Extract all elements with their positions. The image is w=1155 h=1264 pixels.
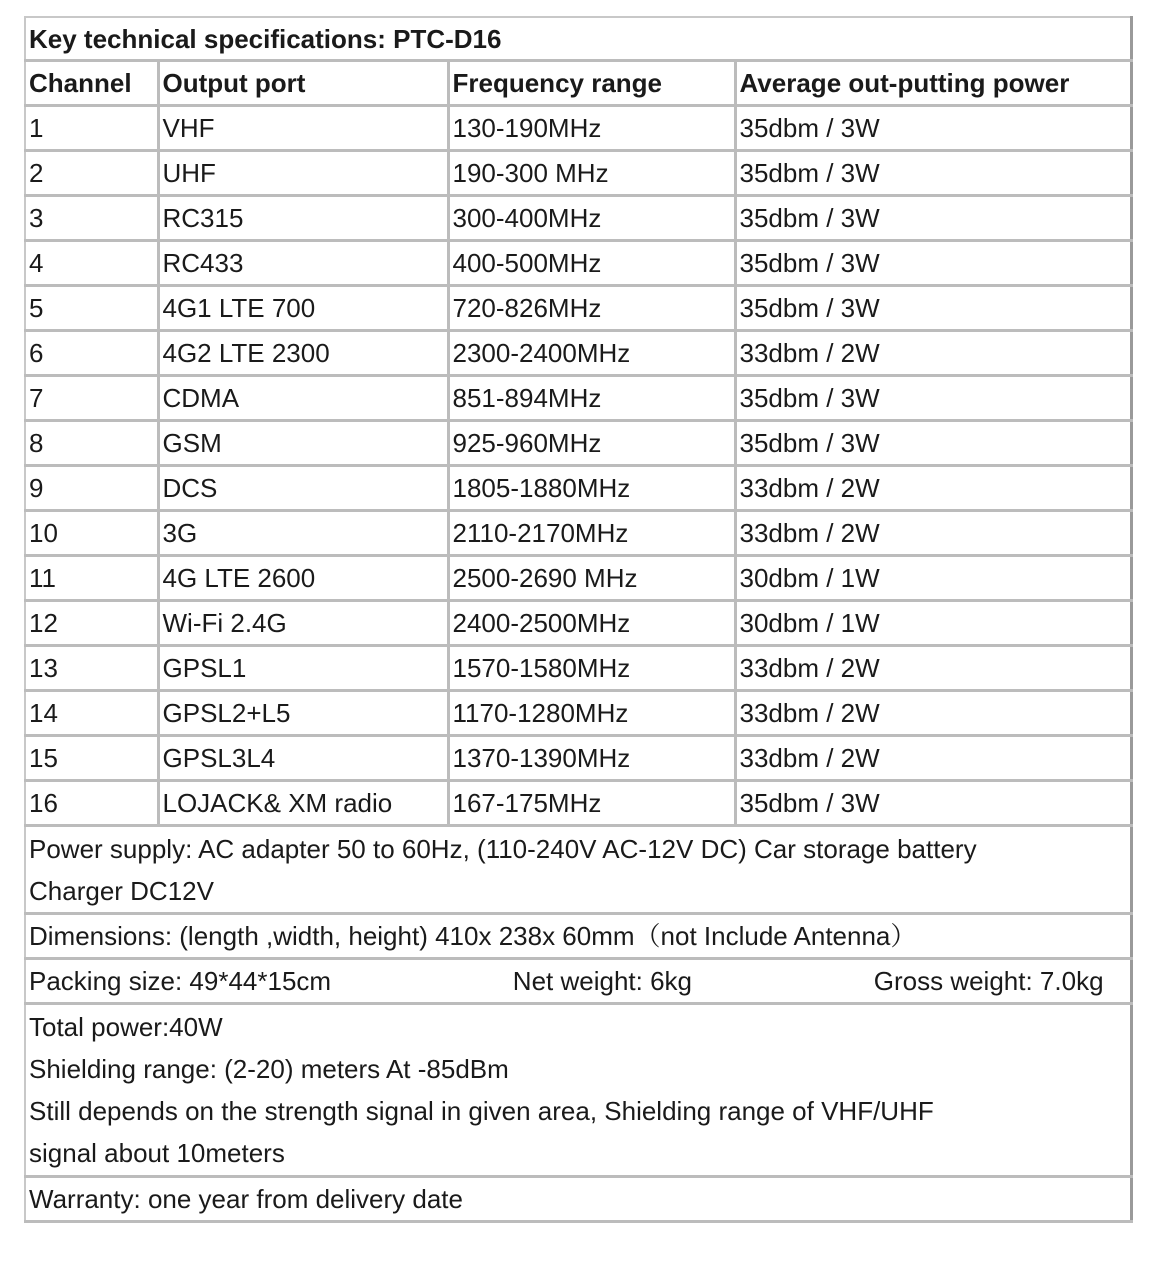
cell-output-port: GPSL1 (158, 646, 448, 691)
spec-table (24, 16, 1133, 1223)
cell-frequency-range: 167-175MHz (448, 781, 735, 826)
cell-output-port: Wi-Fi 2.4G (158, 601, 448, 646)
table-row (25, 736, 1131, 781)
table-row (25, 691, 1131, 736)
cell-average-power: 33dbm / 2W (735, 466, 1131, 511)
cell-frequency-range: 720-826MHz (448, 286, 735, 331)
table-row (25, 196, 1131, 241)
total-power: Total power:40W (29, 1012, 223, 1042)
table-row (25, 151, 1131, 196)
cell-channel: 16 (25, 781, 158, 826)
header-channel: Channel (25, 61, 158, 106)
cell-channel: 14 (25, 691, 158, 736)
cell-frequency-range: 2300-2400MHz (448, 331, 735, 376)
cell-output-port: GPSL3L4 (158, 736, 448, 781)
cell-channel: 9 (25, 466, 158, 511)
table-row (25, 556, 1131, 601)
cell-frequency-range: 190-300 MHz (448, 151, 735, 196)
cell-average-power: 35dbm / 3W (735, 196, 1131, 241)
table-row (25, 601, 1131, 646)
cell-channel: 7 (25, 376, 158, 421)
cell-output-port: VHF (158, 106, 448, 151)
cell-channel: 8 (25, 421, 158, 466)
cell-output-port: GPSL2+L5 (158, 691, 448, 736)
cell-output-port: RC433 (158, 241, 448, 286)
packing-cell (25, 959, 1131, 1004)
cell-average-power: 35dbm / 3W (735, 151, 1131, 196)
cell-frequency-range: 1170-1280MHz (448, 691, 735, 736)
cell-frequency-range: 851-894MHz (448, 376, 735, 421)
table-row (25, 241, 1131, 286)
power-supply-battery: Car storage battery (754, 833, 977, 864)
cell-average-power: 30dbm / 1W (735, 556, 1131, 601)
dimensions-row (25, 914, 1131, 959)
cell-average-power: 35dbm / 3W (735, 421, 1131, 466)
cell-average-power: 33dbm / 2W (735, 691, 1131, 736)
cell-output-port: CDMA (158, 376, 448, 421)
cell-average-power: 35dbm / 3W (735, 106, 1131, 151)
cell-output-port: 3G (158, 511, 448, 556)
dimensions-cell: Dimensions: (length ,width, height) 410x 238x 60mm（not Include Antenna） (25, 914, 1131, 959)
cell-frequency-range: 2500-2690 MHz (448, 556, 735, 601)
title-row (25, 17, 1131, 61)
cell-average-power: 30dbm / 1W (735, 601, 1131, 646)
cell-frequency-range: 400-500MHz (448, 241, 735, 286)
cell-average-power: 35dbm / 3W (735, 286, 1131, 331)
table-title: Key technical specifications: PTC-D16 (25, 17, 1131, 61)
cell-output-port: UHF (158, 151, 448, 196)
warranty-row (25, 1177, 1131, 1222)
shielding-note-line-2: signal about 10meters (29, 1138, 285, 1168)
power-supply-charger: Charger DC12V (29, 875, 214, 906)
cell-output-port: 4G2 LTE 2300 (158, 331, 448, 376)
cell-channel: 5 (25, 286, 158, 331)
table-row (25, 466, 1131, 511)
shielding-note-line-1: Still depends on the strength signal in given area, Shielding range of VHF/UHF (29, 1096, 934, 1126)
power-supply-row (25, 826, 1131, 914)
cell-channel: 15 (25, 736, 158, 781)
cell-frequency-range: 2110-2170MHz (448, 511, 735, 556)
cell-channel: 2 (25, 151, 158, 196)
power-supply-adapter: Power supply: AC adapter 50 to 60Hz, (110-240V AC-12V DC) (29, 833, 747, 864)
cell-channel: 1 (25, 106, 158, 151)
net-weight: Net weight: 6kg (512, 966, 693, 996)
table-row (25, 331, 1131, 376)
packing-line (29, 966, 1130, 996)
packing-row (25, 959, 1131, 1004)
cell-output-port: DCS (158, 466, 448, 511)
cell-frequency-range: 925-960MHz (448, 421, 735, 466)
cell-channel: 6 (25, 331, 158, 376)
cell-frequency-range: 130-190MHz (448, 106, 735, 151)
cell-frequency-range: 1570-1580MHz (448, 646, 735, 691)
cell-average-power: 33dbm / 2W (735, 511, 1131, 556)
header-average-power: Average out-putting power (735, 61, 1131, 106)
header-frequency-range: Frequency range (448, 61, 735, 106)
notes-row (25, 1004, 1131, 1177)
table-row (25, 646, 1131, 691)
cell-average-power: 33dbm / 2W (735, 646, 1131, 691)
cell-channel: 4 (25, 241, 158, 286)
cell-frequency-range: 300-400MHz (448, 196, 735, 241)
table-row (25, 106, 1131, 151)
header-output-port: Output port (158, 61, 448, 106)
cell-output-port: LOJACK& XM radio (158, 781, 448, 826)
table-row (25, 421, 1131, 466)
table-row (25, 376, 1131, 421)
shielding-range: Shielding range: (2-20) meters At -85dBm (29, 1054, 509, 1084)
table-row (25, 511, 1131, 556)
power-supply-line-1 (29, 828, 1130, 870)
packing-size: Packing size: 49*44*15cm (29, 966, 332, 996)
cell-average-power: 33dbm / 2W (735, 736, 1131, 781)
warranty-cell: Warranty: one year from delivery date (25, 1177, 1131, 1222)
power-supply-cell (25, 826, 1131, 914)
table-row (25, 781, 1131, 826)
cell-output-port: RC315 (158, 196, 448, 241)
gross-weight: Gross weight: 7.0kg (873, 966, 1104, 996)
cell-channel: 12 (25, 601, 158, 646)
notes-cell (25, 1004, 1131, 1177)
cell-frequency-range: 1805-1880MHz (448, 466, 735, 511)
cell-average-power: 33dbm / 2W (735, 331, 1131, 376)
cell-frequency-range: 2400-2500MHz (448, 601, 735, 646)
cell-output-port: 4G LTE 2600 (158, 556, 448, 601)
header-row (25, 61, 1131, 106)
table-row (25, 286, 1131, 331)
cell-channel: 13 (25, 646, 158, 691)
spec-table-footer (25, 826, 1131, 1222)
cell-average-power: 35dbm / 3W (735, 241, 1131, 286)
cell-channel: 3 (25, 196, 158, 241)
cell-average-power: 35dbm / 3W (735, 376, 1131, 421)
cell-channel: 11 (25, 556, 158, 601)
cell-channel: 10 (25, 511, 158, 556)
cell-frequency-range: 1370-1390MHz (448, 736, 735, 781)
cell-output-port: GSM (158, 421, 448, 466)
cell-average-power: 35dbm / 3W (735, 781, 1131, 826)
spec-table-body (25, 17, 1131, 826)
cell-output-port: 4G1 LTE 700 (158, 286, 448, 331)
